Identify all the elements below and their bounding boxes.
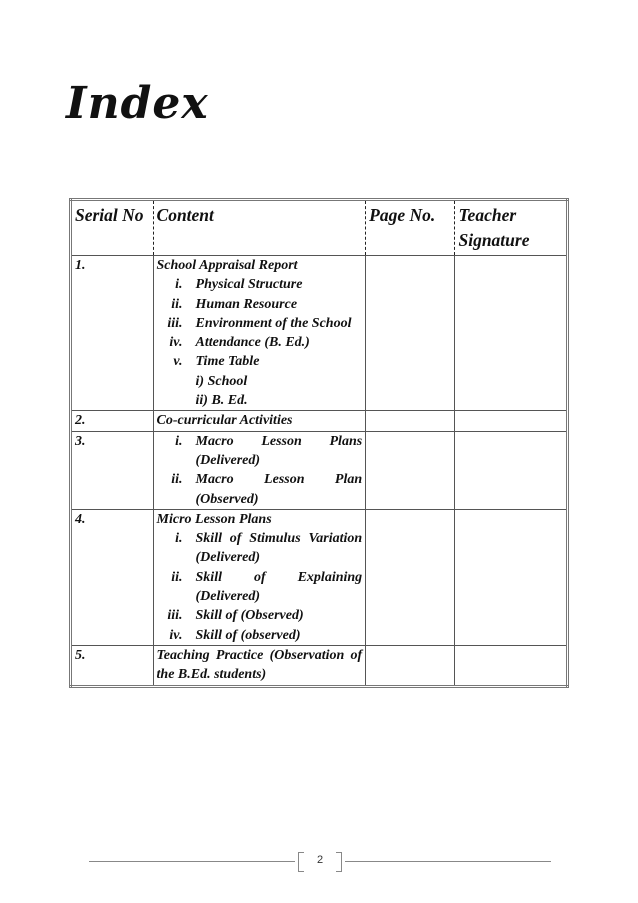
table-header-row — [71, 200, 568, 256]
list-item: i. Physical Structure — [175, 277, 303, 293]
content-cell: Co-curricular Activities — [153, 411, 366, 431]
footer-bracket-right — [336, 852, 342, 872]
footer-rule-left — [89, 861, 295, 862]
table-row — [71, 256, 568, 411]
list-item: i. Skill of Stimulus Variation (Delivered) — [175, 531, 363, 566]
list-item: iii. Environment of the School — [167, 315, 352, 331]
header-content: Content — [153, 200, 366, 256]
header-teacher-signature: Teacher Signature — [455, 200, 568, 256]
list-item: v. Time Table — [173, 354, 260, 370]
sub-item: i) School — [195, 373, 248, 389]
signature-cell — [455, 256, 568, 411]
page-no-cell — [366, 431, 455, 509]
page-no-cell — [366, 411, 455, 431]
serial-cell: 5. — [71, 645, 154, 686]
list-item: iv. Attendance (B. Ed.) — [169, 335, 310, 351]
signature-cell — [455, 645, 568, 686]
table-row — [71, 645, 568, 686]
list-item: ii. Skill of Explaining (Delivered) — [171, 569, 363, 605]
content-cell — [153, 256, 366, 411]
list-item: ii. Macro Lesson Plan (Observed) — [171, 472, 363, 507]
sub-item: ii) B. Ed. — [195, 393, 248, 409]
footer-rule-right — [345, 861, 551, 862]
serial-cell: 1. — [71, 256, 154, 411]
row-heading: School Appraisal Report — [156, 258, 298, 273]
content-cell — [153, 431, 366, 509]
content-cell: Teaching Practice (Observation of the B.Ed. students) — [153, 645, 366, 686]
header-serial: Serial No — [71, 200, 154, 256]
list-item: iv. Skill of (observed) — [169, 627, 301, 643]
serial-cell: 2. — [71, 411, 154, 431]
signature-cell — [455, 509, 568, 645]
serial-cell: 4. — [71, 509, 154, 645]
page-number: 2 — [316, 854, 324, 866]
content-cell — [153, 509, 366, 645]
signature-cell — [455, 431, 568, 509]
signature-cell — [455, 411, 568, 431]
serial-cell: 3. — [71, 431, 154, 509]
page-no-cell — [366, 645, 455, 686]
table-row — [71, 411, 568, 431]
table-row — [71, 431, 568, 509]
page-no-cell — [366, 256, 455, 411]
page-no-cell — [366, 509, 455, 645]
row-heading: Micro Lesson Plans — [156, 511, 272, 527]
list-item: ii. Human Resource — [171, 296, 298, 312]
list-item: i. Macro Lesson Plans (Delivered) — [175, 433, 363, 468]
list-item: iii. Skill of (Observed) — [167, 608, 304, 624]
index-table — [69, 198, 569, 688]
table-row — [71, 509, 568, 645]
header-page-no: Page No. — [366, 200, 455, 256]
page-title: Index — [66, 78, 209, 129]
